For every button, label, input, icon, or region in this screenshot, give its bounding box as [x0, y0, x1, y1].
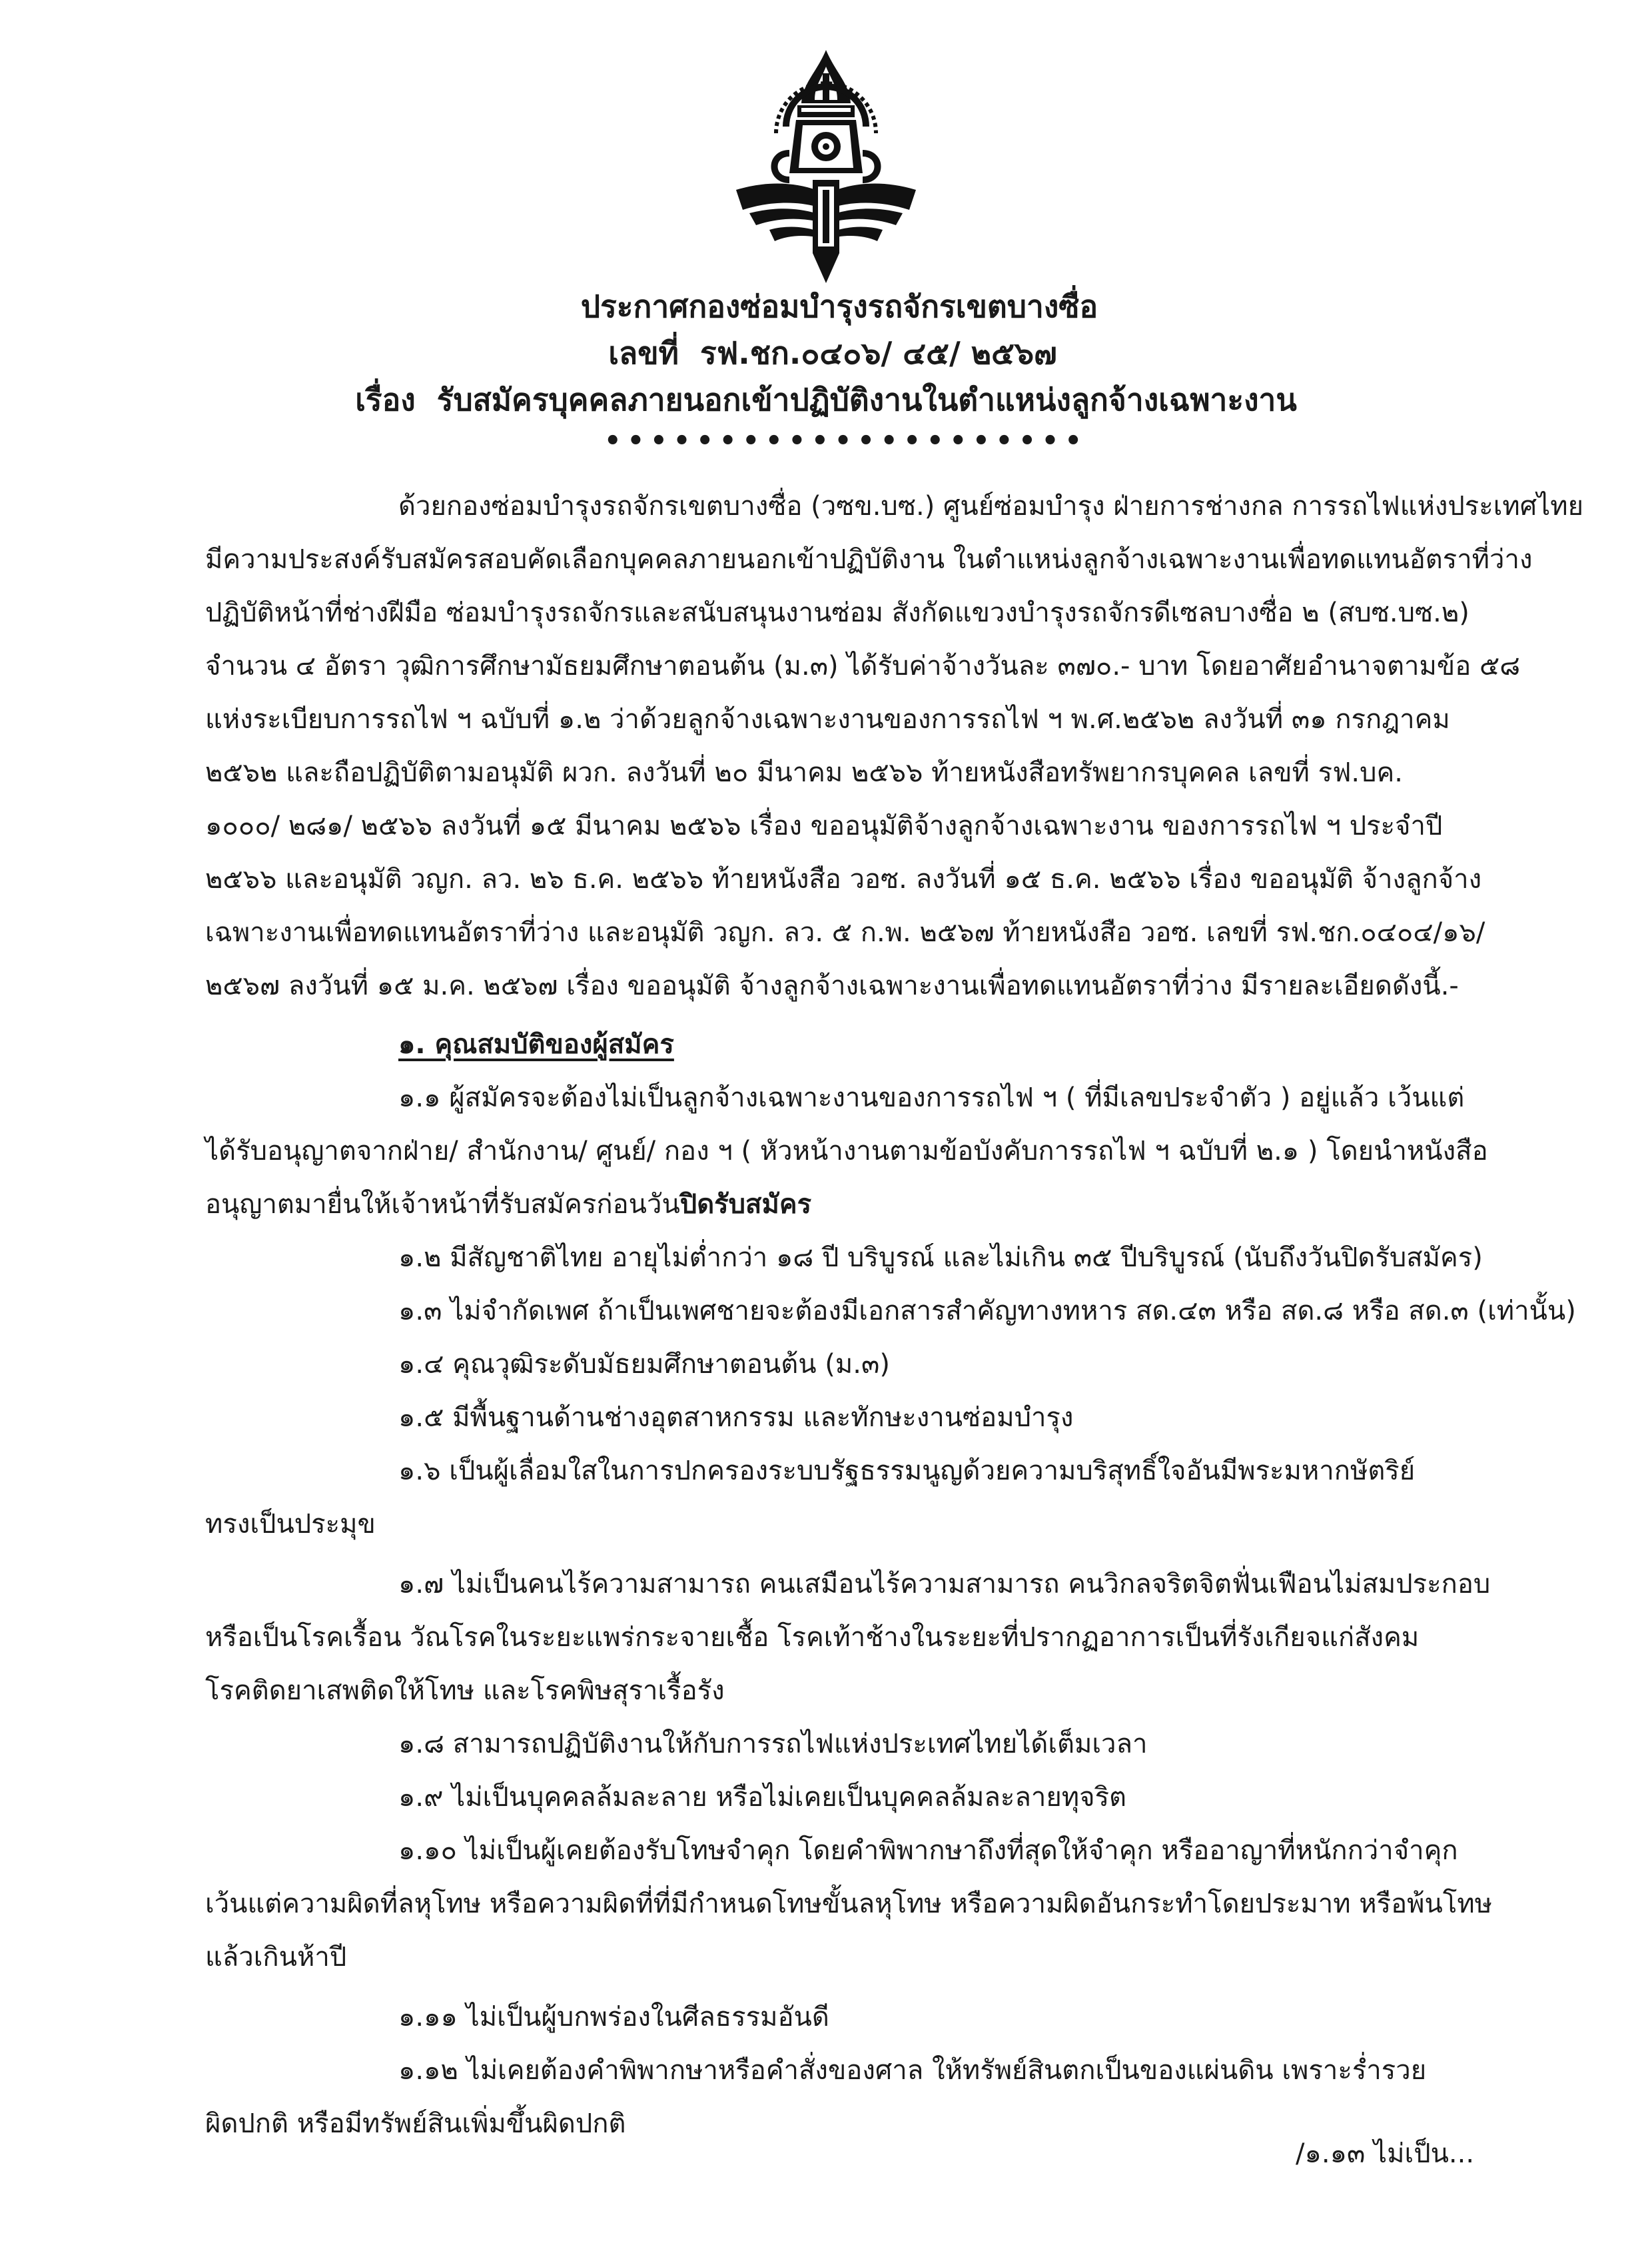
item-1-6-line: ทรงเป็นประมุข: [205, 1509, 376, 1540]
item-1-12-line: ๑.๑๒ ไม่เคยต้องคำพิพากษาหรือคำสั่งของศาล ให้ทรัพย์สินตกเป็นของแผ่นดิน เพราะร่ำรวย: [398, 2055, 1427, 2086]
item-1-6-line: ๑.๖ เป็นผู้เลื่อมใสในการปกครองระบบรัฐธรรมนูญด้วยความบริสุทธิ์ใจอันมีพระมหากษัตริย์: [398, 1456, 1416, 1486]
item-1-7-line: โรคติดยาเสพติดให้โทษ และโรคพิษสุราเรื้อรัง: [205, 1675, 725, 1706]
intro-line: ปฏิบัติหน้าที่ช่างฝีมือ ซ่อมบำรุงรถจักรและสนับสนุนงานซ่อม สังกัดแขวงบำรุงรถจักรดีเซลบางซื่อ ๒ (สบซ.บซ.๒): [205, 598, 1469, 628]
intro-line: ด้วยกองซ่อมบำรุงรถจักรเขตบางซื่อ (วซข.บซ.) ศูนย์ซ่อมบำรุง ฝ่ายการช่างกล การรถไฟแห่งประเทศไทย: [398, 491, 1584, 522]
item-1-8: ๑.๘ สามารถปฏิบัติงานให้กับการรถไฟแห่งประเทศไทยได้เต็มเวลา: [398, 1729, 1148, 1759]
closing-date-emphasis: ปิดรับสมัคร: [679, 1189, 812, 1220]
item-1-1-line: [205, 1184, 811, 1224]
item-1-4: ๑.๔ คุณวุฒิระดับมัธยมศึกษาตอนต้น (ม.๓): [398, 1349, 890, 1380]
intro-line: มีความประสงค์รับสมัครสอบคัดเลือกบุคคลภายนอกเข้าปฏิบัติงาน ในตำแหน่งลูกจ้างเฉพาะงานเพื่อทดแทนอัตราที่ว่าง: [205, 544, 1533, 575]
page-continuation: /๑.๑๓ ไม่เป็น...: [1296, 2138, 1475, 2169]
item-1-1-line: ๑.๑ ผู้สมัครจะต้องไม่เป็นลูกจ้างเฉพาะงานของการรถไฟ ฯ ( ที่มีเลขประจำตัว ) อยู่แล้ว เว้นแต่: [398, 1083, 1465, 1113]
item-1-7-line: ๑.๗ ไม่เป็นคนไร้ความสามารถ คนเสมือนไร้ความสามารถ คนวิกลจริตจิตฟั่นเฟือนไม่สมประกอบ: [398, 1569, 1491, 1599]
intro-line: ๒๕๖๗ ลงวันที่ ๑๕ ม.ค. ๒๕๖๗ เรื่อง ขออนุมัติ จ้างลูกจ้างเฉพาะงานเพื่อทดแทนอัตราที่ว่าง มีรายละเอียดดังนี้.-: [205, 971, 1459, 1001]
item-1-12-line: ผิดปกติ หรือมีทรัพย์สินเพิ่มขึ้นผิดปกติ: [205, 2108, 626, 2139]
intro-line: จำนวน ๔ อัตรา วุฒิการศึกษามัธยมศึกษาตอนต้น (ม.๓) ได้รับค่าจ้างวันละ ๓๗๐.- บาท โดยอาศัยอำนาจตามข้อ ๕๘: [205, 651, 1521, 681]
item-1-10-line: ๑.๑๐ ไม่เป็นผู้เคยต้องรับโทษจำคุก โดยคำพิพากษาถึงที่สุดให้จำคุก หรืออาญาที่หนักกว่าจำคุก: [398, 1835, 1458, 1866]
announcement-subject: [0, 376, 1652, 423]
item-1-2: ๑.๒ มีสัญชาติไทย อายุไม่ต่ำกว่า ๑๘ ปี บริบูรณ์ และไม่เกิน ๓๕ ปีบริบูรณ์ (นับถึงวันปิดรับสมัคร): [398, 1242, 1483, 1273]
section-heading: ๑. คุณสมบัติของผู้สมัคร: [398, 1029, 674, 1060]
item-1-1-text: อนุญาตมายื่นให้เจ้าหน้าที่รับสมัครก่อนวัน: [205, 1189, 680, 1220]
number-label: เลขที่: [608, 335, 679, 371]
item-1-7-line: หรือเป็นโรคเรื้อน วัณโรคในระยะแพร่กระจายเชื้อ โรคเท้าช้างในระยะที่ปรากฏอาการเป็นที่รังเกียจแก่สังคม: [205, 1622, 1420, 1653]
subject-label: เรื่อง: [355, 382, 416, 418]
number-value: รฟ.ชก.๐๔๐๖/ ๔๕/ ๒๕๖๗: [700, 335, 1057, 371]
item-1-1-line: ได้รับอนุญาตจากฝ่าย/ สำนักงาน/ ศูนย์/ กอง ฯ ( หัวหน้างานตามข้อบังคับการรถไฟ ฯ ฉบับที่ ๒.๑ ) โดยนำหนังสือ: [205, 1136, 1488, 1166]
item-1-3: ๑.๓ ไม่จำกัดเพศ ถ้าเป็นเพศชายจะต้องมีเอกสารสำคัญทางทหาร สด.๔๓ หรือ สด.๘ หรือ สด.๓ (เท่านั้น): [398, 1296, 1576, 1326]
announcement-title-block: [0, 283, 1652, 458]
intro-line: เฉพาะงานเพื่อทดแทนอัตราที่ว่าง และอนุมัติ วญก. ลว. ๕ ก.พ. ๒๕๖๗ ท้ายหนังสือ วอซ. เลขที่ รฟ.ชก.๐๔๐๔/๑๖/: [205, 917, 1485, 948]
item-1-5: ๑.๕ มีพื้นฐานด้านช่างอุตสาหกรรม และทักษะงานซ่อมบำรุง: [398, 1402, 1074, 1433]
item-1-9: ๑.๙ ไม่เป็นบุคคลล้มละลาย หรือไม่เคยเป็นบุคคลล้มละลายทุจริต: [398, 1782, 1127, 1813]
item-1-11: ๑.๑๑ ไม่เป็นผู้บกพร่องในศีลธรรมอันดี: [398, 2002, 829, 2032]
title-separator: •••••••••••••••••••••: [604, 426, 1088, 456]
announcement-number: [0, 330, 1652, 376]
intro-line: ๑๐๐๐/ ๒๘๑/ ๒๕๖๖ ลงวันที่ ๑๕ มีนาคม ๒๕๖๖ เรื่อง ขออนุมัติจ้างลูกจ้างเฉพาะงาน ของการรถไฟ ฯ ประจำปี: [205, 811, 1443, 841]
item-1-10-line: แล้วเกินห้าปี: [205, 1942, 347, 1973]
railway-emblem-logo: [723, 47, 929, 286]
announcement-title: ประกาศกองซ่อมบำรุงรถจักรเขตบางซื่อ: [580, 288, 1098, 324]
item-1-10-line: เว้นแต่ความผิดที่ลหุโทษ หรือความผิดที่ที่มีกำหนดโทษขั้นลหุโทษ หรือความผิดอันกระทำโดยประมาท หรือพ้นโทษ: [205, 1889, 1493, 1919]
intro-line: ๒๕๖๖ และอนุมัติ วญก. ลว. ๒๖ ธ.ค. ๒๕๖๖ ท้ายหนังสือ วอซ. ลงวันที่ ๑๕ ธ.ค. ๒๕๖๖ เรื่อง ขออนุมัติ จ้างลูกจ้าง: [205, 864, 1482, 895]
intro-line: แห่งระเบียบการรถไฟ ฯ ฉบับที่ ๑.๒ ว่าด้วยลูกจ้างเฉพาะงานของการรถไฟ ฯ พ.ศ.๒๕๖๒ ลงวันที่ ๓๑ กรกฎาคม: [205, 704, 1450, 735]
intro-line: ๒๕๖๒ และถือปฏิบัติตามอนุมัติ ผวก. ลงวันที่ ๒๐ มีนาคม ๒๕๖๖ ท้ายหนังสือทรัพยากรบุคคล เลขที่ รฟ.บค.: [205, 757, 1403, 788]
subject-value: รับสมัครบุคคลภายนอกเข้าปฏิบัติงานในตำแหน่งลูกจ้างเฉพาะงาน: [436, 382, 1297, 418]
